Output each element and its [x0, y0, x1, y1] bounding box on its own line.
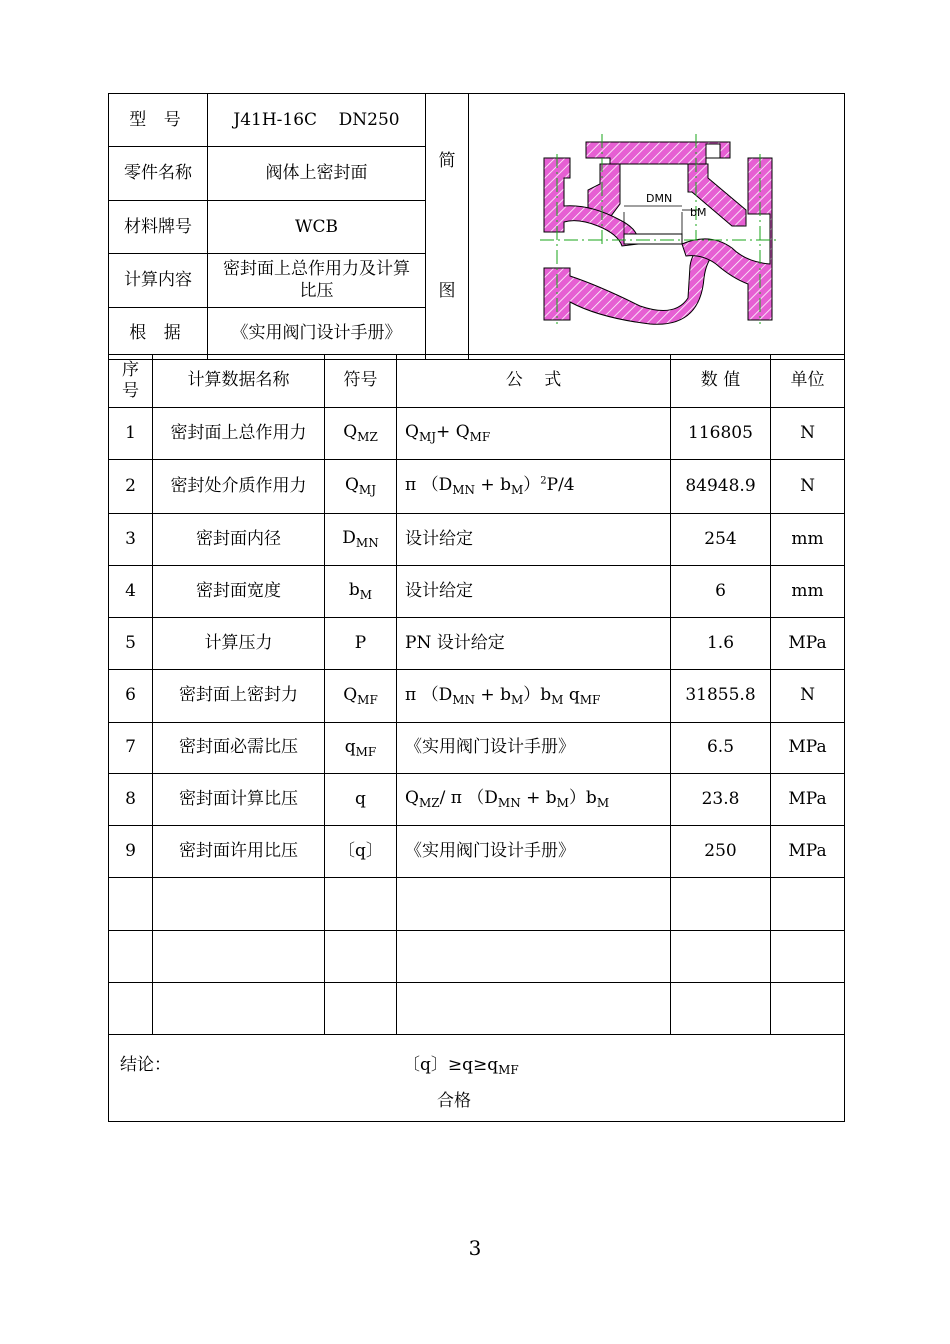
row-no: 1	[109, 408, 153, 460]
dim-label-dmn: DMN	[645, 192, 672, 205]
row-value: 254	[671, 514, 771, 566]
label-calc-content: 计算内容	[109, 254, 208, 307]
row-name: 计算压力	[153, 618, 325, 670]
row-formula: 《实用阀门设计手册》	[397, 723, 671, 774]
col-header-unit: 单位	[771, 355, 845, 408]
row-unit: mm	[771, 514, 845, 566]
diagram-title-top: 简	[438, 151, 456, 172]
row-unit: N	[771, 670, 845, 723]
row-symbol: P	[325, 618, 397, 670]
diagram-title-cell	[426, 94, 469, 360]
row-name: 密封面必需比压	[153, 723, 325, 774]
row-symbol: q	[325, 774, 397, 826]
value-model: J41H-16C DN250	[208, 94, 426, 147]
label-material: 材料牌号	[109, 200, 208, 253]
value-calc-content: 密封面上总作用力及计算比压	[208, 254, 426, 307]
row-formula: π $(D_{MN} + b_M)^2P/4$	[397, 460, 671, 514]
table-row	[109, 774, 845, 826]
row-symbol: $Q_{MF}$	[325, 670, 397, 723]
row-symbol: $b_M$	[325, 566, 397, 618]
row-symbol: $Q_{MJ}$	[325, 460, 397, 514]
conclusion-label: 结论：	[120, 1055, 171, 1075]
value-part-name: 阀体上密封面	[208, 147, 426, 200]
row-symbol: $D_{MN}$	[325, 514, 397, 566]
row-no: 4	[109, 566, 153, 618]
row-symbol: $q_{MF}$	[325, 723, 397, 774]
row-no: 9	[109, 826, 153, 878]
row-value: 6	[671, 566, 771, 618]
col-header-symbol: 符号	[325, 355, 397, 408]
table-row	[109, 408, 845, 460]
row-formula: 设计给定	[397, 514, 671, 566]
label-basis: 根 据	[109, 307, 208, 359]
conclusion-row	[109, 1035, 845, 1122]
row-no: 2	[109, 460, 153, 514]
row-no: 8	[109, 774, 153, 826]
row-name: 密封处介质作用力	[153, 460, 325, 514]
row-name: 密封面宽度	[153, 566, 325, 618]
row-value: 1.6	[671, 618, 771, 670]
row-name: 密封面上总作用力	[153, 408, 325, 460]
conclusion-result: 合格	[437, 1091, 471, 1111]
row-unit: MPa	[771, 826, 845, 878]
col-header-name: 计算数据名称	[153, 355, 325, 408]
page-number: 3	[468, 1236, 482, 1260]
valve-section-diagram	[470, 94, 844, 353]
row-name: 密封面计算比压	[153, 774, 325, 826]
row-formula: $Q_{MZ}/$ π $(D_{MN} + b_M)b_M$	[397, 774, 671, 826]
conclusion-condition: 〔q〕$\ge q\ge q_{MF}$	[403, 1055, 519, 1077]
row-formula: π $(D_{MN} + b_M)b_M$ $q_{MF}$	[397, 670, 671, 723]
empty-row	[109, 931, 845, 983]
row-unit: mm	[771, 566, 845, 618]
row-unit: MPa	[771, 618, 845, 670]
diagram-cell	[469, 94, 845, 360]
conclusion-cell	[109, 1035, 845, 1122]
row-unit: N	[771, 408, 845, 460]
label-model: 型 号	[109, 94, 208, 147]
row-value: 6.5	[671, 723, 771, 774]
empty-row	[109, 983, 845, 1035]
row-value: 116805	[671, 408, 771, 460]
row-no: 7	[109, 723, 153, 774]
table-header-row	[109, 355, 845, 408]
row-symbol: $Q_{MZ}$	[325, 408, 397, 460]
table-row	[109, 566, 845, 618]
row-no: 6	[109, 670, 153, 723]
seat-ring	[624, 234, 682, 244]
row-value: 31855.8	[671, 670, 771, 723]
col-header-value: 数 值	[671, 355, 771, 408]
header-table	[108, 93, 845, 360]
diagram-title-bottom: 图	[438, 280, 456, 301]
label-part-name: 零件名称	[109, 147, 208, 200]
row-no: 3	[109, 514, 153, 566]
table-row	[109, 826, 845, 878]
table-row	[109, 514, 845, 566]
value-basis: 《实用阀门设计手册》	[208, 307, 426, 359]
row-formula: PN 设计给定	[397, 618, 671, 670]
row-no: 5	[109, 618, 153, 670]
row-formula: $Q_{MJ}+ Q_{MF}$	[397, 408, 671, 460]
row-name: 密封面上密封力	[153, 670, 325, 723]
table-row	[109, 723, 845, 774]
table-row	[109, 618, 845, 670]
row-name: 密封面许用比压	[153, 826, 325, 878]
dim-label-bm: bM	[689, 206, 706, 219]
row-unit: MPa	[771, 774, 845, 826]
row-value: 250	[671, 826, 771, 878]
row-formula: 设计给定	[397, 566, 671, 618]
col-header-formula: 公 式	[397, 355, 671, 408]
empty-row	[109, 878, 845, 931]
value-material: WCB	[208, 200, 426, 253]
row-formula: 《实用阀门设计手册》	[397, 826, 671, 878]
table-row	[109, 460, 845, 514]
row-value: 84948.9	[671, 460, 771, 514]
col-header-no: 序号	[109, 355, 153, 408]
row-unit: N	[771, 460, 845, 514]
row-symbol: 〔q〕	[325, 826, 397, 878]
row-unit: MPa	[771, 723, 845, 774]
row-value: 23.8	[671, 774, 771, 826]
table-row	[109, 670, 845, 723]
row-name: 密封面内径	[153, 514, 325, 566]
calculation-table	[108, 354, 845, 1122]
